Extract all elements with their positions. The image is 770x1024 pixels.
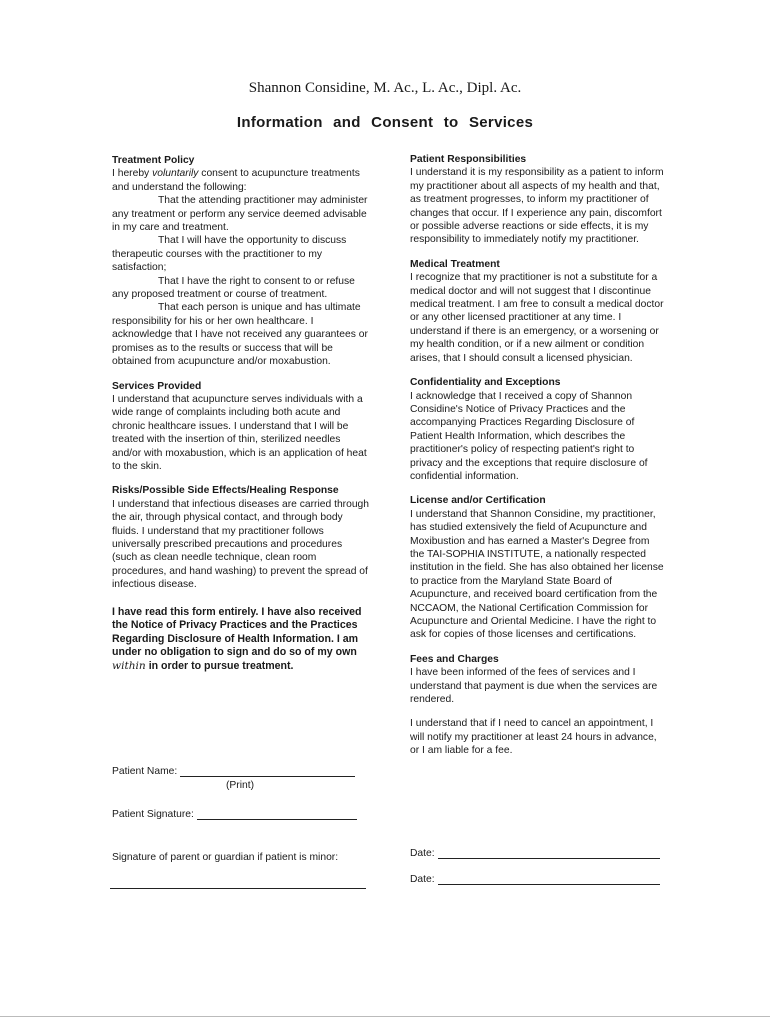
acknowledgement-statement bbox=[112, 606, 370, 674]
right-column bbox=[410, 153, 665, 769]
policy-item: That I have the right to consent to or refuse any proposed treatment or course of treatment. bbox=[112, 275, 355, 301]
cancellation-section bbox=[410, 717, 665, 757]
medical-treatment-body: I recognize that my practitioner is not a substitute for a medical doctor and will not suggest that I discontinue medical treatment. I am free to consult a medical doctor or any other licensed practitioner at any time. I understand if there is an emergency, or a worsening or my health condition, or if a new ailment or condition arises, that I should consult a licensed physician. bbox=[410, 272, 664, 364]
scan-edge-line bbox=[0, 1016, 770, 1017]
intro-emphasis: voluntarily bbox=[152, 168, 199, 180]
patient-responsibilities-heading: Patient Responsibilities bbox=[410, 154, 527, 165]
policy-item: That I will have the opportunity to discuss therapeutic courses with the practitioner to my satisfaction; bbox=[112, 235, 347, 274]
services-provided-section bbox=[112, 380, 370, 474]
guardian-signature-label: Signature of parent or guardian if patient is minor: bbox=[112, 852, 339, 863]
fees-body: I have been informed of the fees of services and I understand that payment is due when the services are rendered. bbox=[410, 667, 658, 706]
handwritten-word: within bbox=[112, 659, 146, 672]
print-hint: (Print) bbox=[226, 780, 255, 791]
policy-item: That the attending practitioner may administer any treatment or perform any service deemed advisable in my care and treatment. bbox=[112, 195, 368, 234]
date-label: Date: bbox=[410, 848, 435, 859]
date-label: Date: bbox=[410, 874, 435, 885]
fees-section bbox=[410, 653, 665, 707]
patient-signature-line[interactable] bbox=[197, 819, 357, 820]
treatment-policy-section bbox=[112, 154, 370, 369]
patient-name-field[interactable] bbox=[112, 766, 355, 777]
risks-section bbox=[112, 484, 370, 591]
guardian-signature-line[interactable] bbox=[110, 888, 366, 889]
confidentiality-heading: Confidentiality and Exceptions bbox=[410, 377, 561, 389]
medical-treatment-section bbox=[410, 258, 665, 365]
patient-name-label: Patient Name: bbox=[112, 766, 178, 777]
left-column bbox=[112, 154, 370, 674]
date-line[interactable] bbox=[438, 858, 660, 859]
medical-treatment-heading: Medical Treatment bbox=[410, 258, 500, 270]
license-section bbox=[410, 494, 665, 641]
page-title: Information and Consent to Services bbox=[236, 114, 534, 131]
treatment-policy-heading: Treatment Policy bbox=[112, 155, 195, 166]
risks-body: I understand that infectious diseases are carried through the air, through physical contact, and through body fluids. I understand that my practitioner follows universally prescribed precautions and procedures (such as clean needle technique, clean room procedures, and hand washing) to prevent the spread of infectious disease. bbox=[112, 498, 370, 591]
services-provided-body: I understand that acupuncture serves individuals with a wide range of complaints including both acute and chronic healthcare issues. I understand that I will be treated with the insertion of thin, sterilized needles and/or with moxabustion, which is an application of heat to the skin. bbox=[112, 393, 367, 472]
patient-responsibilities-body: I understand it is my responsibility as a patient to inform my practitioner about all aspects of my health and that, as treatment progresses, to inform my practitioner of changes that occur. If I experience any pain, discomfort or possible adverse reactions or side effects, it is my responsibility to immediately notify my practitioner. bbox=[410, 167, 664, 246]
license-body: I understand that Shannon Considine, my practitioner, has studied extensively the field of Acupuncture and Moxibustion and has earned a Master's Degree from the TAI-SOPHIA INSTITUTE, a nationally respected institution in the field. She has also obtained her license to practice from the Maryland State Board of Acupuncture, and received board certification from the NCCAOM, the National Certification Commission for Acupuncture and Oriental Medicine. I have the right to ask for copies of those licenses and certifications. bbox=[410, 508, 664, 641]
date-line[interactable] bbox=[438, 884, 660, 885]
license-heading: License and/or Certification bbox=[410, 495, 546, 507]
patient-name-line[interactable] bbox=[180, 776, 355, 777]
services-provided-heading: Services Provided bbox=[112, 380, 202, 392]
intro-text-end: consent to acupuncture treatments and understand the following: bbox=[112, 168, 360, 193]
confidentiality-body: I acknowledge that I received a copy of Shannon Considine's Notice of Privacy Practices and the accompanying Practices Regarding Disclosure of Patient Health Information, which describes the practitioner's policy of respecting patient's right to privacy and the exceptions that require disclosure of confidential information. bbox=[410, 390, 648, 482]
cancellation-body: I understand that if I need to cancel an appointment, I will notify my practitioner at least 24 hours in advance, or I am liable for a fee. bbox=[410, 718, 657, 757]
policy-item: That each person is unique and has ultimate responsibility for his or her own healthcare. I acknowledge that I have not received any guarantees or promises as to the results or success that will be obtained from acupuncture and/or moxabustion. bbox=[112, 302, 368, 368]
treatment-policy-intro bbox=[112, 167, 370, 194]
fees-heading: Fees and Charges bbox=[410, 653, 499, 665]
intro-text: I hereby bbox=[112, 168, 153, 180]
patient-signature-field[interactable] bbox=[112, 809, 357, 820]
date-field-2[interactable] bbox=[410, 874, 660, 885]
acknowledgement-text-end: in order to pursue treatment. bbox=[148, 659, 294, 672]
practitioner-name: Shannon Considine, M. Ac., L. Ac., Dipl. Ac. bbox=[248, 80, 522, 96]
confidentiality-section bbox=[410, 376, 665, 483]
risks-heading: Risks/Possible Side Effects/Healing Response bbox=[112, 485, 339, 497]
patient-responsibilities-section bbox=[410, 153, 665, 247]
patient-signature-label: Patient Signature: bbox=[112, 809, 194, 820]
date-field-1[interactable] bbox=[410, 848, 660, 859]
acknowledgement-text: I have read this form entirely. I have also received the Notice of Privacy Practices and the Practices Regarding Disclosure of Health Information. I am under no obligation to sign and do so of my own bbox=[112, 605, 362, 659]
